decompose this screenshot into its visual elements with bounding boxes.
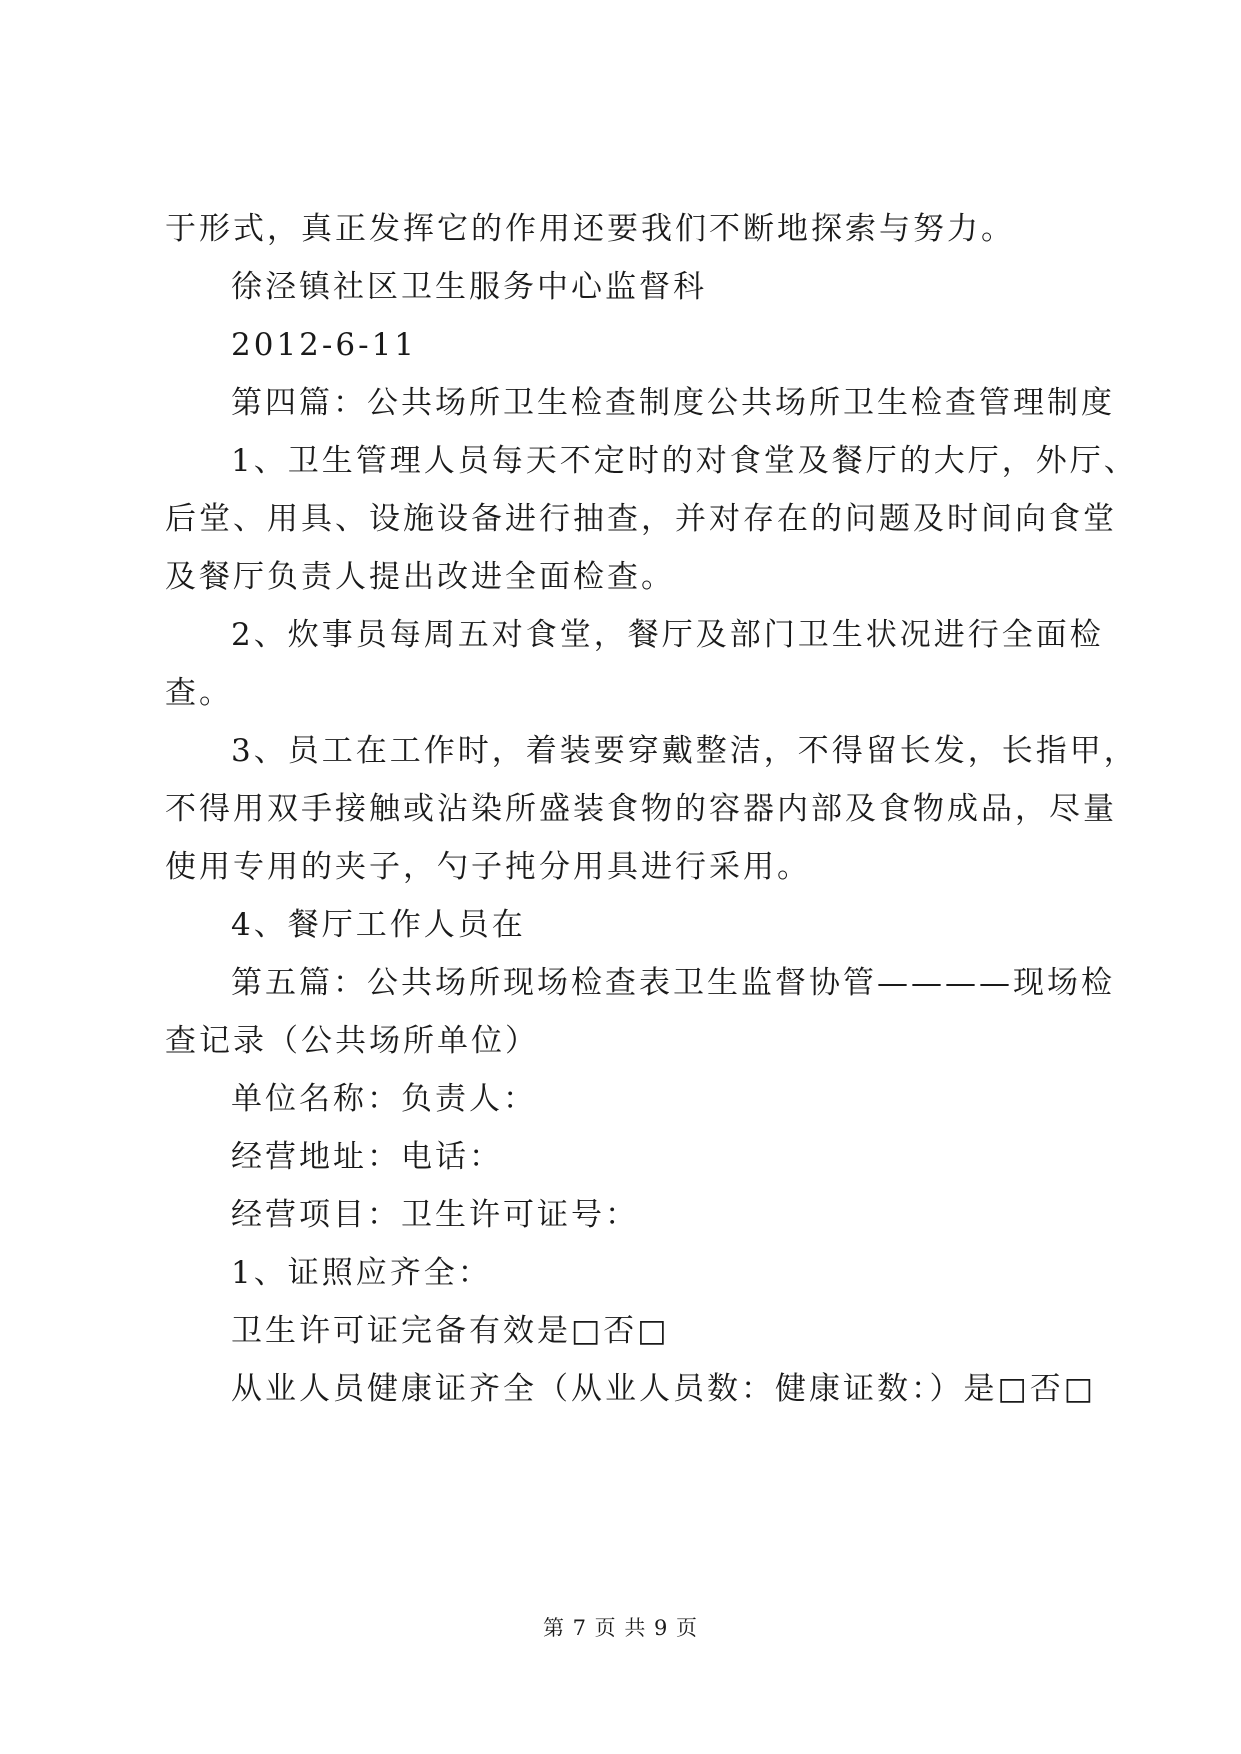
text-line-14: 第五篇：公共场所现场检查表卫生监督协管————现场检	[231, 965, 1115, 1001]
text-line-10: 3、员工在工作时，着装要穿戴整洁，不得留长发，长指甲，	[231, 733, 1138, 769]
text-line-9: 查。	[165, 675, 233, 711]
text-line-6: 后堂、用具、设施设备进行抽查，并对存在的问题及时间向食堂	[165, 501, 1117, 537]
text-line-8: 2、炊事员每周五对食堂，餐厅及部门卫生状况进行全面检	[231, 617, 1104, 653]
text-line-12: 使用专用的夹子，勺子扽分用具进行采用。	[165, 849, 811, 885]
text-line-18: 经营项目：卫生许可证号：	[231, 1197, 639, 1233]
text-line-16: 单位名称：负责人：	[231, 1081, 537, 1117]
text-line-11: 不得用双手接触或沾染所盛装食物的容器内部及食物成品，尽量	[165, 791, 1117, 827]
text-line-2: 徐泾镇社区卫生服务中心监督科	[231, 269, 707, 305]
text-line-3: 2012-6-11	[231, 327, 418, 363]
document-body	[165, 200, 1138, 1418]
text-line-15: 查记录（公共场所单位）	[165, 1023, 539, 1059]
text-line-13: 4、餐厅工作人员在	[231, 907, 526, 943]
text-line-7: 及餐厅负责人提出改进全面检查。	[165, 559, 675, 595]
text-line-4: 第四篇：公共场所卫生检查制度公共场所卫生检查管理制度	[231, 385, 1115, 421]
text-line-5: 1、卫生管理人员每天不定时的对食堂及餐厅的大厅，外厅、	[231, 443, 1138, 479]
text-line-20: 卫生许可证完备有效是□否□	[231, 1313, 670, 1349]
text-line-17: 经营地址：电话：	[231, 1139, 503, 1175]
text-line-19: 1、证照应齐全：	[231, 1255, 492, 1291]
text-line-21: 从业人员健康证齐全（从业人员数：健康证数：）是□否□	[231, 1371, 1097, 1407]
text-line-1: 于形式，真正发挥它的作用还要我们不断地探索与努力。	[165, 211, 1015, 247]
page-number-footer: 第 7 页 共 9 页	[542, 1616, 699, 1640]
